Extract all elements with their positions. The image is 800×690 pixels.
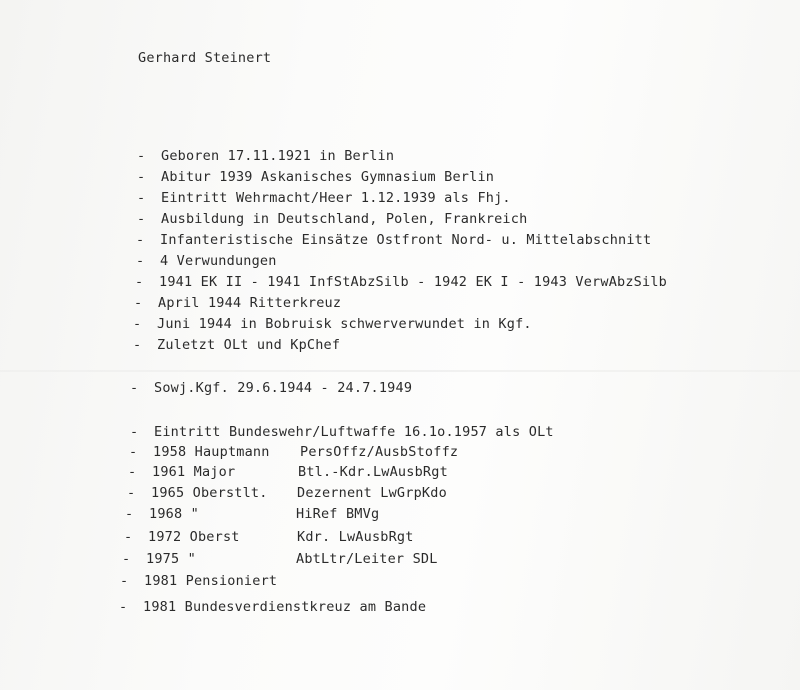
list-item-role: Dezernent LwGrpKdo	[297, 485, 447, 501]
list-item	[133, 337, 340, 353]
list-item	[122, 551, 438, 567]
list-item-text: 1961 Major	[152, 464, 236, 480]
list-item	[136, 253, 277, 269]
list-item-text: Juni 1944 in Bobruisk schwerverwundet in Kgf.	[157, 316, 532, 332]
list-item-text: April 1944 Ritterkreuz	[158, 295, 342, 311]
list-item-text: 1975 "	[146, 551, 196, 567]
bullet-dash: -	[137, 148, 146, 164]
list-item	[135, 274, 667, 290]
bullet-dash: -	[133, 337, 142, 353]
list-item-text: Sowj.Kgf. 29.6.1944 - 24.7.1949	[154, 380, 413, 396]
list-item-text: Eintritt Wehrmacht/Heer 1.12.1939 als Fhj.	[161, 190, 511, 206]
list-item-text: Eintritt Bundeswehr/Luftwaffe 16.1o.1957 als OLt	[154, 424, 554, 440]
bullet-dash: -	[127, 485, 136, 501]
list-item-text: Ausbildung in Deutschland, Polen, Frankreich	[161, 211, 528, 227]
list-item	[130, 424, 554, 440]
bullet-dash: -	[130, 380, 139, 396]
list-item	[137, 169, 494, 185]
list-item-text: 1972 Oberst	[148, 529, 240, 545]
list-item	[128, 464, 448, 480]
bullet-dash: -	[128, 464, 137, 480]
bullet-dash: -	[122, 551, 131, 567]
bullet-dash: -	[134, 295, 143, 311]
list-item-role: HiRef BMVg	[296, 506, 380, 522]
list-item-text: 1968 "	[149, 506, 199, 522]
list-item-text: 1965 Oberstlt.	[151, 485, 268, 501]
bullet-dash: -	[136, 232, 145, 248]
paper-fold	[0, 370, 800, 372]
list-item	[129, 444, 459, 460]
bullet-dash: -	[137, 190, 146, 206]
list-item-text: 1941 EK II - 1941 InfStAbzSilb - 1942 EK I - 1943 VerwAbzSilb	[159, 274, 667, 290]
list-item-role: PersOffz/AusbStoffz	[300, 444, 459, 460]
list-item-role: Kdr. LwAusbRgt	[297, 529, 414, 545]
list-item	[120, 573, 277, 589]
list-item	[125, 506, 380, 522]
list-item	[137, 148, 394, 164]
list-item-text: 1981 Bundesverdienstkreuz am Bande	[143, 599, 427, 615]
list-item-role: Btl.-Kdr.LwAusbRgt	[298, 464, 448, 480]
list-item	[136, 232, 651, 248]
list-item	[137, 211, 527, 227]
bullet-dash: -	[133, 316, 142, 332]
bullet-dash: -	[135, 274, 144, 290]
bullet-dash: -	[120, 573, 129, 589]
list-item-text: Geboren 17.11.1921 in Berlin	[161, 148, 395, 164]
bullet-dash: -	[124, 529, 133, 545]
bullet-dash: -	[130, 424, 139, 440]
list-item	[127, 485, 447, 501]
list-item-text: 4 Verwundungen	[160, 253, 277, 269]
bullet-dash: -	[129, 444, 138, 460]
bullet-dash: -	[119, 599, 128, 615]
list-item	[124, 529, 414, 545]
list-item	[119, 599, 426, 615]
bullet-dash: -	[125, 506, 134, 522]
list-item-text: Abitur 1939 Askanisches Gymnasium Berlin	[161, 169, 495, 185]
list-item	[133, 316, 532, 332]
list-item-role: AbtLtr/Leiter SDL	[296, 551, 438, 567]
document-title: Gerhard Steinert	[138, 50, 272, 66]
bullet-dash: -	[136, 253, 145, 269]
list-item-text: Infanteristische Einsätze Ostfront Nord- u. Mittelabschnitt	[160, 232, 652, 248]
list-item-text: 1958 Hauptmann	[153, 444, 270, 460]
list-item	[130, 380, 412, 396]
list-item	[137, 190, 511, 206]
list-item-text: 1981 Pensioniert	[144, 573, 278, 589]
list-item-text: Zuletzt OLt und KpChef	[157, 337, 341, 353]
bullet-dash: -	[137, 211, 146, 227]
list-item	[134, 295, 341, 311]
bullet-dash: -	[137, 169, 146, 185]
